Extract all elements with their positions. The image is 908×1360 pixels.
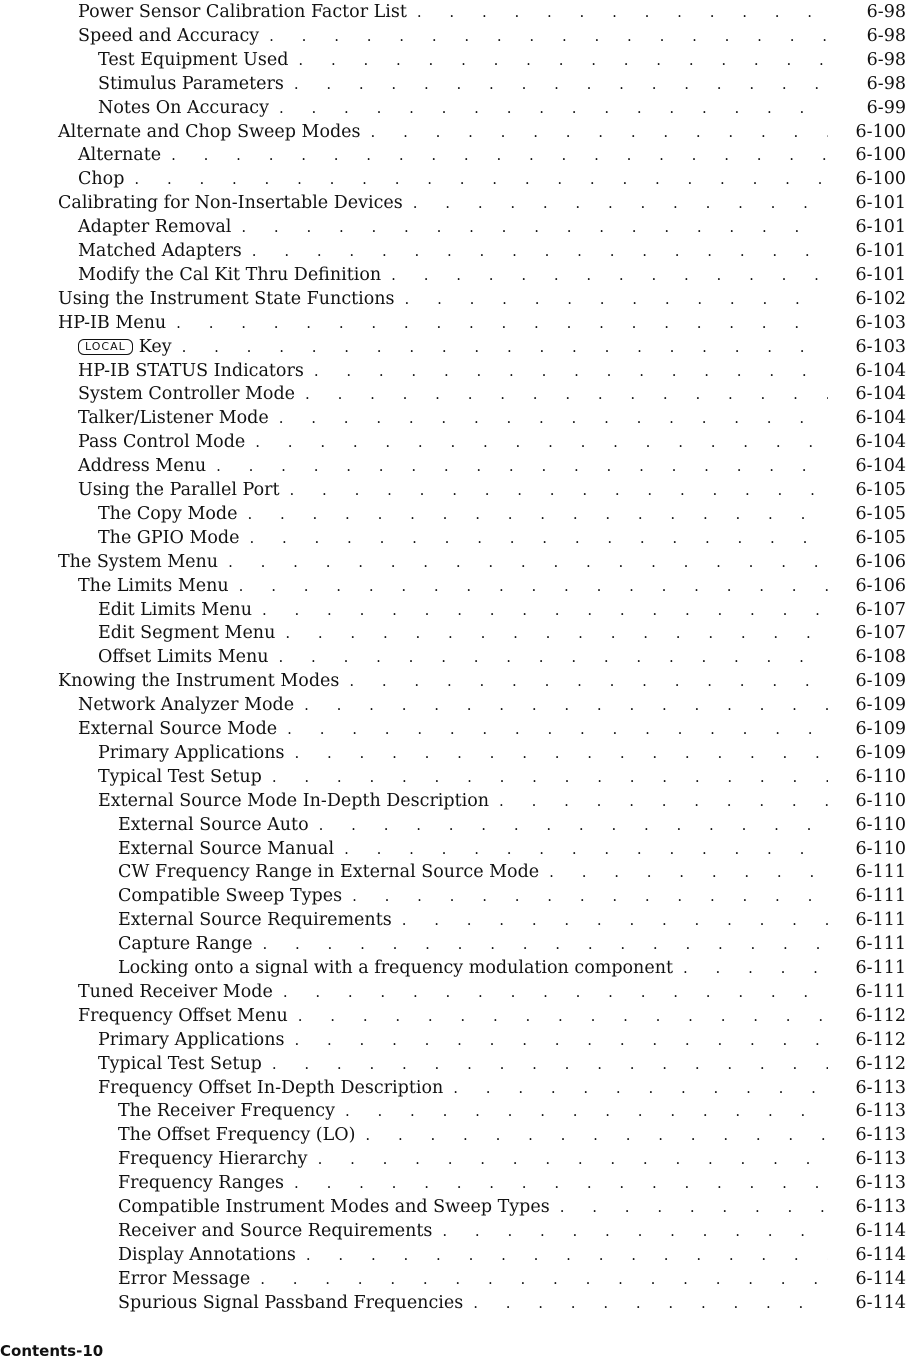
toc-entry[interactable] — [0, 860, 908, 884]
toc-entry-title — [98, 526, 249, 550]
toc-page-number: 6-114 — [855, 1268, 906, 1289]
toc-entry-text: Typical Test Setup — [98, 1053, 262, 1074]
toc-entry[interactable] — [0, 1243, 908, 1267]
toc-page-number: 6-105 — [855, 503, 906, 524]
dot-leader — [473, 1291, 828, 1315]
toc-entry-title — [58, 311, 176, 335]
toc-entry[interactable] — [0, 693, 908, 717]
toc-entry-title — [118, 884, 352, 908]
toc-page-number: 6-100 — [855, 145, 906, 166]
toc-entry[interactable] — [0, 908, 908, 932]
toc-page-number: 6-111 — [855, 934, 906, 955]
toc-entry-title — [98, 96, 279, 120]
toc-page-number: 6-109 — [855, 719, 906, 739]
toc-entry-title — [78, 430, 255, 454]
dot-leader — [306, 1243, 828, 1267]
toc-entry-title — [98, 741, 294, 765]
toc-entry-title — [118, 1267, 260, 1291]
toc-entry-title — [98, 621, 285, 645]
dot-leader — [298, 48, 828, 72]
toc-entry-title — [98, 645, 279, 669]
toc-entry[interactable] — [0, 526, 908, 550]
toc-entry-text: Power Sensor Calibration Factor List — [78, 2, 407, 22]
local-key-icon: LOCAL — [78, 339, 133, 355]
toc-page-number: 6-108 — [855, 647, 906, 668]
toc-entry[interactable] — [0, 669, 908, 693]
toc-entry-text: Speed and Accuracy — [78, 25, 260, 46]
dot-leader — [304, 693, 828, 717]
toc-page-number: 6-100 — [855, 169, 906, 190]
toc-page-number: 6-107 — [855, 599, 906, 620]
toc-page-number: 6-104 — [855, 360, 906, 381]
toc-entry-text: Frequency Ranges — [118, 1173, 285, 1194]
toc-entry-text: Stimulus Parameters — [98, 73, 284, 94]
dot-leader — [365, 1123, 828, 1147]
toc-entry-title — [58, 191, 413, 215]
toc-entry-text: Typical Test Setup — [98, 766, 262, 787]
toc-page-number: 6-98 — [866, 73, 906, 94]
toc-entry-text: Knowing the Instrument Modes — [58, 671, 340, 692]
toc-entry-title — [78, 717, 287, 741]
toc-page-number: 6-111 — [855, 981, 906, 1002]
toc-entry-text: Notes On Accuracy — [98, 97, 269, 118]
toc-entry[interactable] — [0, 1123, 908, 1147]
toc-entry[interactable] — [0, 96, 908, 120]
toc-entry-title — [118, 1291, 473, 1315]
toc-entry-text: Frequency Hierarchy — [118, 1149, 308, 1170]
dot-leader — [249, 526, 828, 550]
dot-leader — [391, 263, 828, 287]
toc-entry-text: Receiver and Source Requirements — [118, 1220, 433, 1241]
toc-page-number: 6-111 — [855, 886, 906, 907]
toc-page-number: 6-101 — [855, 241, 906, 261]
toc-entry-text: The Offset Frequency (LO) — [118, 1125, 356, 1146]
toc-entry-title — [78, 239, 252, 263]
toc-page-number: 6-109 — [855, 695, 906, 716]
toc-entry-text: Tuned Receiver Mode — [78, 981, 273, 1002]
toc-entry-title — [58, 669, 349, 693]
toc-entry-title — [118, 908, 402, 932]
toc-entry-title — [78, 263, 391, 287]
dot-leader — [279, 406, 828, 430]
toc-entry[interactable] — [0, 1052, 908, 1076]
toc-entry[interactable] — [0, 1291, 908, 1315]
toc-entry-title — [118, 1099, 345, 1123]
toc-entry-title — [78, 382, 305, 406]
toc-entry[interactable] — [0, 406, 908, 430]
toc-entry-text: Compatible Instrument Modes and Sweep Types — [118, 1197, 550, 1217]
toc-entry[interactable] — [0, 287, 908, 311]
toc-entry-title — [118, 1219, 442, 1243]
dot-leader — [262, 598, 828, 622]
toc-entry-title — [118, 813, 319, 837]
toc-page-number: 6-111 — [855, 910, 906, 931]
toc-entry[interactable] — [0, 1195, 908, 1219]
toc-entry[interactable] — [0, 837, 908, 861]
toc-entry-text: External Source Requirements — [118, 910, 392, 931]
toc-entry-title — [118, 1243, 306, 1267]
dot-leader — [453, 1076, 828, 1100]
toc-page-number: 6-114 — [855, 1244, 906, 1265]
toc-entry-text: CW Frequency Range in External Source Mode — [118, 862, 540, 883]
toc-entry-text: Display Annotations — [118, 1244, 296, 1265]
toc-entry-title — [78, 215, 241, 239]
toc-entry-title — [78, 335, 182, 359]
toc-entry-text: Chop — [78, 169, 125, 190]
dot-leader — [228, 550, 828, 574]
toc-entry-text: Pass Control Mode — [78, 432, 246, 453]
toc-entry-title — [78, 167, 134, 191]
dot-leader — [402, 908, 828, 932]
toc-page-number: 6-113 — [855, 1077, 906, 1098]
toc-entry[interactable] — [0, 48, 908, 72]
toc-entry-text: External Source Auto — [118, 814, 309, 835]
toc-entry[interactable] — [0, 574, 908, 598]
dot-leader — [499, 789, 828, 813]
dot-leader — [352, 884, 828, 908]
toc-entry[interactable] — [0, 1028, 908, 1052]
toc-entry-title — [98, 1028, 294, 1052]
toc-entry-text: The Copy Mode — [98, 503, 238, 524]
toc-entry-title — [78, 478, 290, 502]
dot-leader — [247, 502, 828, 526]
toc-entry-title — [98, 789, 499, 813]
dot-leader — [413, 191, 828, 215]
toc-page-number: 6-104 — [855, 456, 906, 477]
toc-page-number: 6-99 — [866, 97, 906, 118]
toc-entry-text: Locking onto a signal with a frequency modulation component — [118, 958, 673, 978]
toc-page-number: 6-112 — [855, 1029, 906, 1050]
toc-page-number: 6-112 — [855, 1053, 906, 1074]
toc-entry[interactable] — [0, 215, 908, 239]
toc-entry-title — [78, 574, 239, 598]
toc-entry-text: Capture Range — [118, 934, 253, 955]
toc-entry-text: Using the Parallel Port — [78, 480, 280, 500]
dot-leader — [239, 574, 828, 598]
dot-leader — [272, 765, 828, 789]
toc-entry[interactable] — [0, 598, 908, 622]
toc-entry[interactable] — [0, 382, 908, 406]
toc-entry-title — [118, 1195, 560, 1219]
toc-page-number: 6-102 — [855, 288, 906, 309]
dot-leader — [683, 956, 828, 980]
toc-page-number: 6-110 — [855, 814, 906, 835]
dot-leader — [294, 741, 828, 765]
toc-entry-title — [98, 502, 247, 526]
toc-entry-title — [98, 598, 262, 622]
toc-page-number: 6-104 — [855, 384, 906, 405]
toc-page-number: 6-101 — [855, 264, 906, 285]
toc-entry-text: The GPIO Mode — [98, 527, 240, 548]
toc-entry[interactable] — [0, 478, 908, 502]
toc-entry[interactable] — [0, 72, 908, 96]
dot-leader — [294, 1171, 828, 1195]
toc-entry-text: Frequency Offset In-Depth Description — [98, 1077, 444, 1098]
toc-page-number: 6-111 — [855, 862, 906, 883]
toc-page-number: 6-114 — [855, 1220, 906, 1241]
toc-page-number: 6-98 — [866, 25, 906, 46]
toc-entry[interactable] — [0, 502, 908, 526]
toc-entry-text: Offset Limits Menu — [98, 647, 269, 668]
toc-entry-title — [78, 980, 283, 1004]
dot-leader — [134, 167, 828, 191]
dot-leader — [255, 430, 828, 454]
dot-leader — [285, 621, 828, 645]
toc-entry-text: The Receiver Frequency — [118, 1101, 335, 1122]
toc-page-number: 6-113 — [855, 1149, 906, 1170]
toc-entry-title — [118, 1147, 318, 1171]
toc-entry[interactable] — [0, 120, 908, 144]
toc-entry-title — [58, 550, 228, 574]
toc-entry-text: Error Message — [118, 1268, 251, 1289]
dot-leader — [290, 478, 828, 502]
toc-entry-text: Alternate — [78, 145, 162, 166]
toc-entry-title — [98, 72, 294, 96]
toc-entry[interactable] — [0, 1171, 908, 1195]
toc-page-number: 6-110 — [855, 766, 906, 787]
toc-entry-title — [78, 406, 279, 430]
toc-entry-title — [118, 1123, 365, 1147]
dot-leader — [182, 335, 828, 359]
toc-entry-text: External Source Mode — [78, 719, 278, 739]
toc-entry-text: Edit Limits Menu — [98, 599, 252, 620]
toc-entry-title — [118, 837, 344, 861]
toc-entry[interactable] — [0, 167, 908, 191]
toc-entry-text: Talker/Listener Mode — [78, 408, 269, 429]
toc-entry-text: Network Analyzer Mode — [78, 695, 295, 716]
dot-leader — [560, 1195, 828, 1219]
toc-entry-text: The System Menu — [58, 551, 219, 572]
toc-page-number: 6-105 — [855, 480, 906, 500]
toc-entry-text: Using the Instrument State Functions — [58, 288, 395, 309]
toc-entry-text: Edit Segment Menu — [98, 623, 276, 644]
toc-entry-title — [78, 454, 216, 478]
toc-page-number: 6-104 — [855, 432, 906, 453]
toc-entry[interactable] — [0, 1076, 908, 1100]
toc-entry-text: Test Equipment Used — [98, 49, 289, 70]
toc-entry-title — [118, 956, 683, 980]
toc-entry-text: HP-IB Menu — [58, 312, 167, 333]
toc-page-number: 6-110 — [855, 790, 906, 811]
toc-entry[interactable] — [0, 263, 908, 287]
toc-entry[interactable] — [0, 717, 908, 741]
toc-entry[interactable] — [0, 1147, 908, 1171]
toc-entry-text: Matched Adapters — [78, 241, 242, 261]
toc-entry-text: Alternate and Chop Sweep Modes — [58, 121, 361, 142]
dot-leader — [305, 382, 828, 406]
dot-leader — [442, 1219, 828, 1243]
toc-entry-title — [58, 120, 371, 144]
dot-leader — [318, 1147, 828, 1171]
toc-page-number: 6-100 — [855, 121, 906, 142]
toc-page-number: 6-113 — [855, 1101, 906, 1122]
toc-entry-text: The Limits Menu — [78, 575, 229, 596]
toc-entry[interactable] — [0, 980, 908, 1004]
dot-leader — [279, 96, 828, 120]
toc-entry-text: Key — [138, 336, 172, 357]
toc-entry-text: Calibrating for Non-Insertable Devices — [58, 193, 403, 214]
toc-entry[interactable] — [0, 143, 908, 167]
toc-page-number: 6-103 — [855, 336, 906, 357]
toc-entry[interactable] — [0, 645, 908, 669]
dot-leader — [252, 239, 828, 263]
toc-entry-title — [78, 359, 314, 383]
toc-entry-text: Spurious Signal Passband Frequencies — [118, 1292, 464, 1313]
toc-page-number: 6-114 — [855, 1292, 906, 1313]
dot-leader — [344, 837, 828, 861]
dot-leader — [349, 669, 828, 693]
toc-entry[interactable] — [0, 621, 908, 645]
dot-leader — [269, 24, 828, 48]
toc-entry-title — [98, 1052, 272, 1076]
toc-entry-title — [58, 287, 405, 311]
toc-entry-text: Address Menu — [78, 456, 207, 477]
dot-leader — [405, 287, 828, 311]
toc-entry-title — [98, 48, 298, 72]
toc-entry[interactable] — [0, 1004, 908, 1028]
toc-entry[interactable] — [0, 191, 908, 215]
dot-leader — [216, 454, 828, 478]
dot-leader — [319, 813, 828, 837]
dot-leader — [287, 717, 828, 741]
toc-page-number: 6-101 — [855, 217, 906, 238]
toc-entry-title — [78, 0, 417, 24]
toc-entry-title — [118, 1171, 294, 1195]
toc-page-number: 6-111 — [855, 958, 906, 978]
toc-entry-text: Adapter Removal — [78, 217, 232, 238]
toc-entry-text: System Controller Mode — [78, 384, 296, 405]
toc-page-number: 6-106 — [855, 575, 906, 596]
toc-entry-text: External Source Manual — [118, 838, 335, 859]
toc-entry[interactable] — [0, 430, 908, 454]
toc-page-number: 6-109 — [855, 742, 906, 763]
toc-entry[interactable] — [0, 1267, 908, 1291]
dot-leader — [279, 645, 828, 669]
toc-entry-text: Primary Applications — [98, 742, 285, 763]
dot-leader — [371, 120, 828, 144]
dot-leader — [294, 1028, 828, 1052]
toc-entry[interactable] — [0, 550, 908, 574]
toc-entry-title — [78, 24, 269, 48]
toc-entry[interactable] — [0, 741, 908, 765]
dot-leader — [176, 311, 828, 335]
dot-leader — [417, 0, 828, 24]
toc-entry[interactable] — [0, 765, 908, 789]
dot-leader — [241, 215, 828, 239]
toc-entry-text: HP-IB STATUS Indicators — [78, 360, 304, 381]
toc-entry[interactable] — [0, 359, 908, 383]
toc-entry-text: Primary Applications — [98, 1029, 285, 1050]
toc-entry[interactable] — [0, 932, 908, 956]
dot-leader — [283, 980, 828, 1004]
dot-leader — [298, 1004, 828, 1028]
toc-entry[interactable] — [0, 813, 908, 837]
toc-page-number: 6-109 — [855, 671, 906, 692]
dot-leader — [345, 1099, 828, 1123]
toc-entry[interactable] — [0, 239, 908, 263]
toc-entry[interactable] — [0, 454, 908, 478]
toc-entry-title — [118, 932, 262, 956]
toc-entry-title — [78, 143, 171, 167]
toc-page-number: 6-104 — [855, 408, 906, 429]
toc-entry[interactable] — [0, 311, 908, 335]
toc-entry[interactable] — [0, 1099, 908, 1123]
page-footer: Contents-10 — [0, 1342, 104, 1360]
toc-entry-text: Modify the Cal Kit Thru Definition — [78, 264, 382, 285]
dot-leader — [549, 860, 828, 884]
toc-entry[interactable] — [0, 1219, 908, 1243]
toc-page-number: 6-113 — [855, 1197, 906, 1217]
toc-entry-text: Compatible Sweep Types — [118, 886, 343, 907]
toc-entry[interactable] — [0, 335, 908, 359]
toc-entry[interactable] — [0, 956, 908, 980]
toc-page-number: 6-113 — [855, 1173, 906, 1194]
toc-page-number: 6-107 — [855, 623, 906, 644]
dot-leader — [294, 72, 828, 96]
toc-entry-text: Frequency Offset Menu — [78, 1005, 288, 1026]
toc-page-number: 6-106 — [855, 551, 906, 572]
dot-leader — [262, 932, 828, 956]
toc-page-number: 6-113 — [855, 1125, 906, 1146]
toc-entry[interactable] — [0, 884, 908, 908]
toc-page-number: 6-105 — [855, 527, 906, 548]
toc-entry-title — [78, 693, 304, 717]
toc-entry-title — [98, 1076, 453, 1100]
dot-leader — [171, 143, 828, 167]
toc-entry-title — [118, 860, 549, 884]
toc-page-number: 6-98 — [866, 2, 906, 22]
toc-entry[interactable] — [0, 789, 908, 813]
toc-entry-title — [78, 1004, 298, 1028]
toc-page-number: 6-98 — [866, 49, 906, 70]
toc-entry-title — [98, 765, 272, 789]
dot-leader — [260, 1267, 828, 1291]
toc-page-number: 6-103 — [855, 312, 906, 333]
dot-leader — [272, 1052, 828, 1076]
toc-entry[interactable] — [0, 24, 908, 48]
toc-page-number: 6-101 — [855, 193, 906, 214]
dot-leader — [314, 359, 828, 383]
toc-entry-text: External Source Mode In-Depth Description — [98, 790, 490, 811]
toc-entry[interactable] — [0, 0, 908, 24]
toc-page-number: 6-110 — [855, 838, 906, 859]
toc-page-number: 6-112 — [855, 1005, 906, 1026]
